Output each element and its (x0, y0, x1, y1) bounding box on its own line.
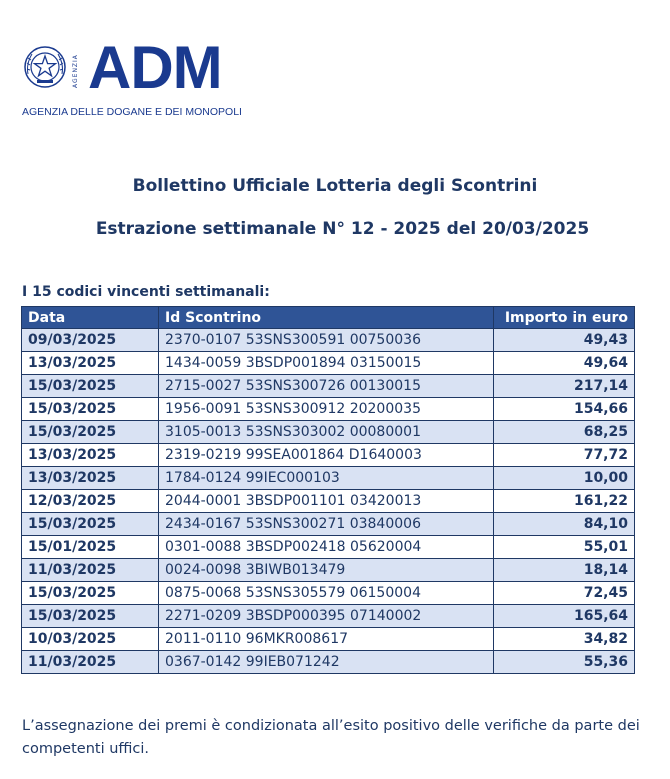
table-header-row (22, 307, 635, 329)
cell-date: 12/03/2025 (22, 490, 159, 513)
cell-date: 10/03/2025 (22, 628, 159, 651)
table-row (22, 398, 635, 421)
cell-date: 11/03/2025 (22, 559, 159, 582)
cell-date: 15/03/2025 (22, 375, 159, 398)
cell-date: 13/03/2025 (22, 352, 159, 375)
section-heading: I 15 codici vincenti settimanali: (22, 284, 270, 300)
column-header-amount: Importo in euro (494, 307, 635, 329)
cell-date: 15/03/2025 (22, 398, 159, 421)
footer-note: L’assegnazione dei premi è condizionata all’esito positivo delle verifiche da parte dei competenti uffici. (22, 718, 640, 757)
cell-amount: 161,22 (494, 490, 635, 513)
table-row (22, 444, 635, 467)
table-row (22, 421, 635, 444)
table-row (22, 513, 635, 536)
cell-receipt-id: 1784-0124 99IEC000103 (159, 467, 494, 490)
cell-amount: 217,14 (494, 375, 635, 398)
logo-side-text: AGENZIA (72, 54, 79, 88)
cell-amount: 165,64 (494, 605, 635, 628)
cell-date: 15/03/2025 (22, 421, 159, 444)
cell-receipt-id: 2434-0167 53SNS300271 03840006 (159, 513, 494, 536)
cell-receipt-id: 0367-0142 99IEB071242 (159, 651, 494, 674)
adm-logo (18, 34, 278, 120)
cell-receipt-id: 1434-0059 3BSDP001894 03150015 (159, 352, 494, 375)
table-row (22, 559, 635, 582)
cell-amount: 154,66 (494, 398, 635, 421)
cell-amount: 49,64 (494, 352, 635, 375)
italian-republic-emblem-icon (22, 44, 68, 90)
cell-receipt-id: 2319-0219 99SEA001864 D1640003 (159, 444, 494, 467)
cell-amount: 55,01 (494, 536, 635, 559)
cell-receipt-id: 2271-0209 3BSDP000395 07140002 (159, 605, 494, 628)
cell-receipt-id: 0875-0068 53SNS305579 06150004 (159, 582, 494, 605)
cell-amount: 34,82 (494, 628, 635, 651)
cell-receipt-id: 2370-0107 53SNS300591 00750036 (159, 329, 494, 352)
cell-date: 13/03/2025 (22, 444, 159, 467)
cell-date: 13/03/2025 (22, 467, 159, 490)
table-row (22, 352, 635, 375)
column-header-date: Data (22, 307, 159, 329)
cell-date: 11/03/2025 (22, 651, 159, 674)
cell-date: 15/01/2025 (22, 536, 159, 559)
cell-date: 15/03/2025 (22, 605, 159, 628)
cell-amount: 49,43 (494, 329, 635, 352)
table-row (22, 375, 635, 398)
cell-receipt-id: 2011-0110 96MKR008617 (159, 628, 494, 651)
table-row (22, 536, 635, 559)
cell-receipt-id: 2715-0027 53SNS300726 00130015 (159, 375, 494, 398)
cell-amount: 55,36 (494, 651, 635, 674)
table-row (22, 582, 635, 605)
cell-amount: 18,14 (494, 559, 635, 582)
table-row (22, 605, 635, 628)
cell-receipt-id: 2044-0001 3BSDP001101 03420013 (159, 490, 494, 513)
winning-codes-table (21, 306, 635, 674)
document-subtitle: Estrazione settimanale N° 12 - 2025 del 20/03/2025 (95, 219, 590, 239)
table-row (22, 628, 635, 651)
cell-amount: 77,72 (494, 444, 635, 467)
cell-receipt-id: 0024-0098 3BIWB013479 (159, 559, 494, 582)
table-row (22, 490, 635, 513)
table-row (22, 467, 635, 490)
cell-receipt-id: 3105-0013 53SNS303002 00080001 (159, 421, 494, 444)
cell-amount: 84,10 (494, 513, 635, 536)
cell-amount: 72,45 (494, 582, 635, 605)
cell-date: 15/03/2025 (22, 582, 159, 605)
cell-date: 09/03/2025 (22, 329, 159, 352)
table-row (22, 651, 635, 674)
cell-date: 15/03/2025 (22, 513, 159, 536)
cell-receipt-id: 0301-0088 3BSDP002418 05620004 (159, 536, 494, 559)
column-header-receipt-id: Id Scontrino (159, 307, 494, 329)
cell-amount: 10,00 (494, 467, 635, 490)
logo-brand: ADM (88, 34, 222, 101)
cell-receipt-id: 1956-0091 53SNS300912 20200035 (159, 398, 494, 421)
document-title: Bollettino Ufficiale Lotteria degli Scontrini (132, 176, 538, 196)
agency-name: AGENZIA DELLE DOGANE E DEI MONOPOLI (22, 106, 242, 118)
table-row (22, 329, 635, 352)
cell-amount: 68,25 (494, 421, 635, 444)
